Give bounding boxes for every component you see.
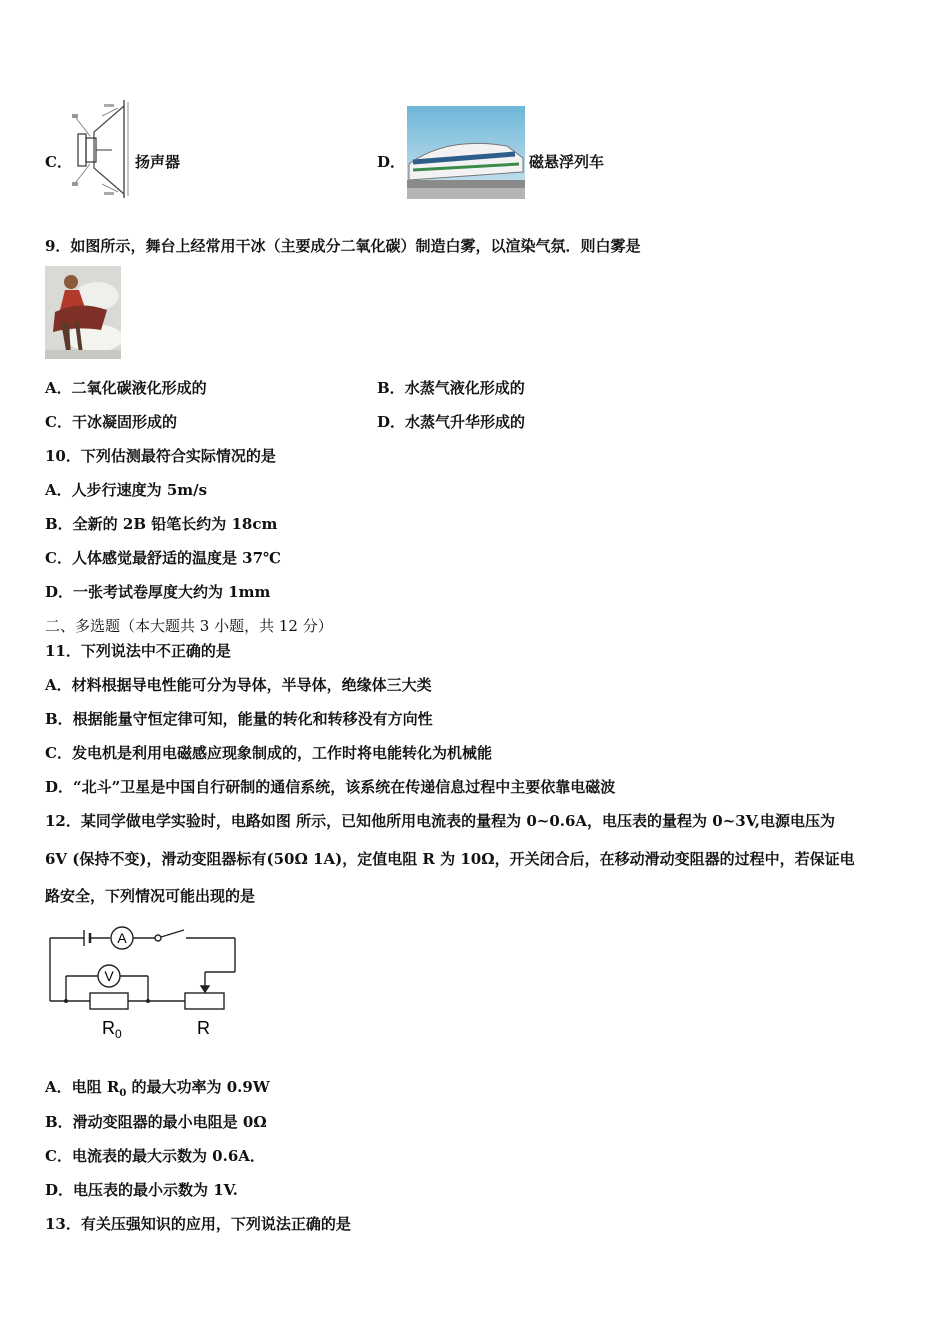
dry-ice-stage-photo — [45, 266, 121, 359]
q11-option-a: A．材料根据导电性能可分为导体，半导体，绝缘体三大类 — [45, 676, 432, 694]
r-label: R — [197, 1018, 210, 1038]
q9-option-c: C．干冰凝固形成的 — [45, 413, 177, 431]
q9-option-b: B．水蒸气液化形成的 — [377, 379, 525, 397]
q12-option-c: C．电流表的最大示数为 0.6A． — [45, 1147, 265, 1165]
section-heading: 二、多选题（本大题共 3 小题，共 12 分） — [45, 617, 333, 635]
q11-option-d: D．“北斗”卫星是中国自行研制的通信系统，该系统在传递信息过程中主要依靠电磁波 — [45, 778, 616, 796]
q8-option-d-text: 磁悬浮列车 — [529, 153, 605, 171]
q11-option-b: B．根据能量守恒定律可知，能量的转化和转移没有方向性 — [45, 710, 433, 728]
q12-stem-line-3: 路安全，下列情况可能出现的是 — [45, 887, 256, 905]
q9-option-d: D．水蒸气升华形成的 — [377, 413, 526, 431]
q10-stem: 10．下列估测最符合实际情况的是 — [45, 447, 276, 465]
speaker-figure — [72, 98, 134, 202]
q10-option-b: B．全新的 2B 铅笔长约为 18cm — [45, 515, 278, 533]
q10-option-d: D．一张考试卷厚度大约为 1mm — [45, 583, 271, 601]
q8-option-c-text: 扬声器 — [135, 153, 181, 171]
q12-option-b: B．滑动变阻器的最小电阻是 0Ω — [45, 1113, 267, 1131]
q11-stem: 11．下列说法中不正确的是 — [45, 642, 231, 660]
resistor-r0 — [90, 993, 128, 1009]
r0-label: $R_0$ — [102, 1018, 122, 1041]
q12-option-a: A．电阻 $R_0$ 的最大功率为 0.9W — [45, 1078, 270, 1099]
switch-pivot — [155, 935, 161, 941]
voltmeter-label: V — [104, 968, 114, 984]
q9-option-a: A．二氧化碳液化形成的 — [45, 379, 207, 397]
switch-lever — [161, 930, 184, 937]
q12-option-d: D．电压表的最小示数为 1V. — [45, 1181, 238, 1199]
slider-arrow — [201, 986, 209, 992]
ammeter-label: A — [117, 930, 127, 946]
q9-stem: 9．如图所示，舞台上经常用干冰（主要成分二氧化碳）制造白雾，以渲染气氛．则白雾是 — [45, 237, 641, 255]
q13-stem: 13．有关压强知识的应用，下列说法正确的是 — [45, 1215, 351, 1233]
rheostat-r — [185, 993, 224, 1009]
q8-option-c-letter: C． — [45, 153, 72, 171]
maglev-train-figure — [407, 106, 525, 199]
circuit-diagram — [44, 920, 244, 1045]
q11-option-c: C．发电机是利用电磁感应现象制成的，工作时将电能转化为机械能 — [45, 744, 492, 762]
q8-option-d-letter: D． — [377, 153, 406, 171]
q12-stem-line-2: 6V (保持不变)，滑动变阻器标有(50Ω 1A)，定值电阻 R 为 10Ω，开关闭合后，在移动滑动变阻器的过程中，若保证电 — [45, 850, 855, 868]
q10-option-a: A．人步行速度为 5m/s — [45, 481, 208, 499]
q10-option-c: C．人体感觉最舒适的温度是 37℃ — [45, 549, 282, 567]
q12-stem-line-1: 12．某同学做电学实验时，电路如图 所示，已知他所用电流表的量程为 0~0.6A，电压表的量程为 0~3V,电源电压为 — [45, 812, 835, 830]
